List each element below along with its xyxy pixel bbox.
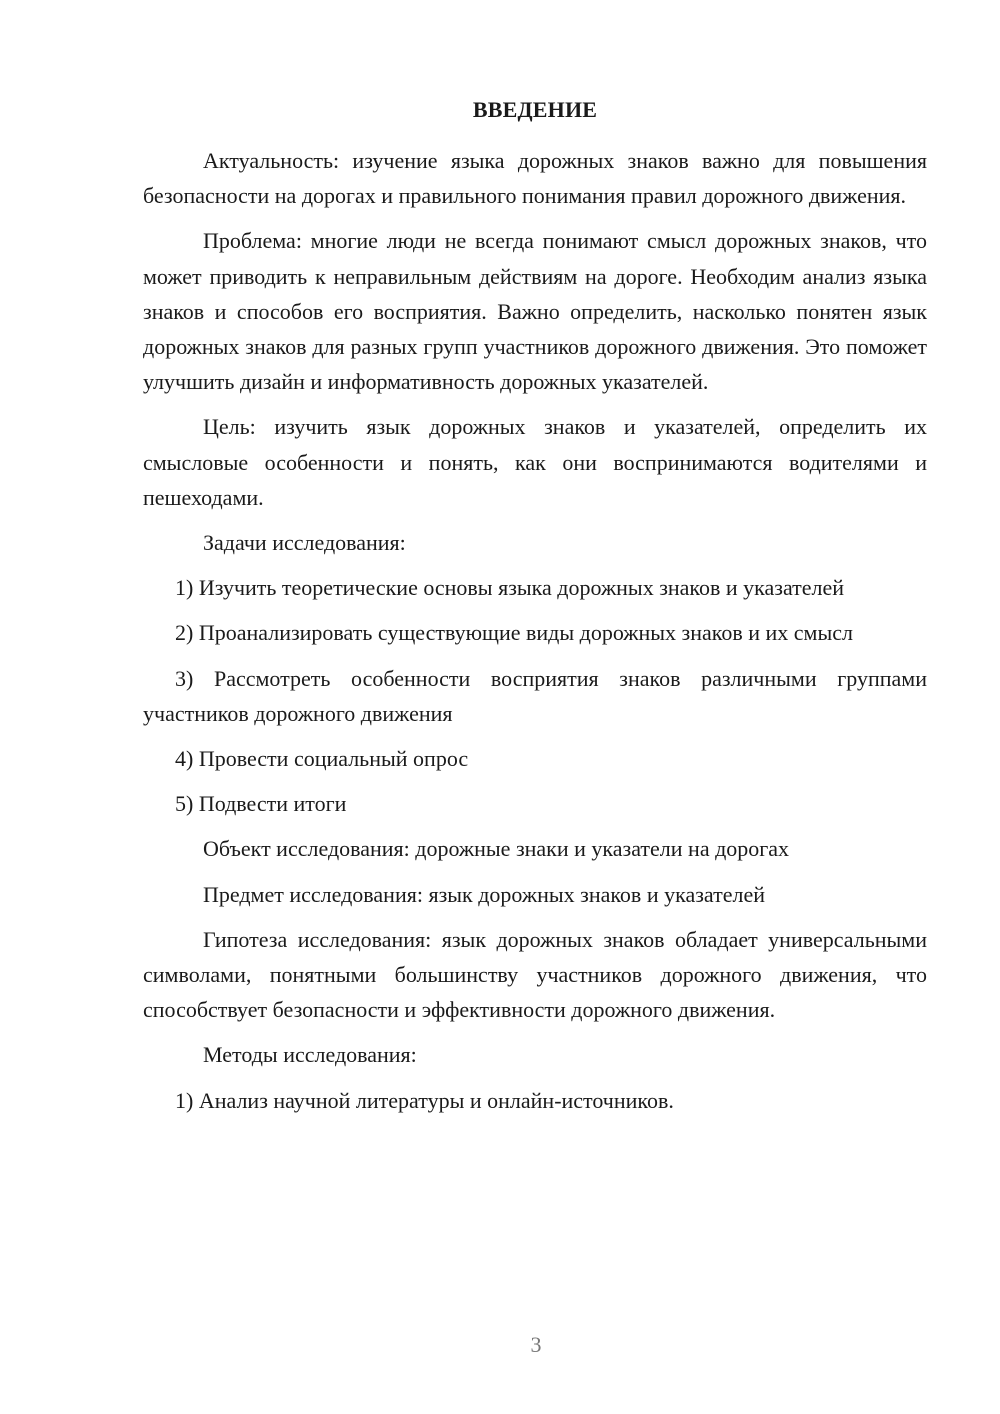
method-item-1: 1) Анализ научной литературы и онлайн-источников. [175, 1087, 674, 1113]
tasks-title: Задачи исследования: [203, 530, 406, 556]
task-item-3: 3) Рассмотреть особенности восприятия знаков различными группами участников дорожного движения [143, 665, 927, 726]
task-item-5: 5) Подвести итоги [175, 791, 347, 817]
hypothesis-paragraph: Гипотеза исследования: язык дорожных знаков обладает универсальными символами, понятными большинству участников дорожного движения, что способствует безопасности и эффективности дорожного движения. [143, 926, 927, 1023]
goal-paragraph: Цель: изучить язык дорожных знаков и указателей, определить их смысловые особенности и понять, как они воспринимаются водителями и пешеходами. [143, 414, 927, 510]
object-paragraph: Объект исследования: дорожные знаки и указатели на дорогах [203, 836, 790, 862]
problem-paragraph: Проблема: многие люди не всегда понимают смысл дорожных знаков, что может приводить к неправильным действиям на дороге. Необходим анализ языка знаков и способов его восприятия. Важно определить, насколько понятен язык дорожных знаков для разных групп участников дорожного движения. Это поможет улучшить дизайн и информативность дорожных указателей. [143, 228, 927, 395]
page-number: 3 [530, 1332, 542, 1357]
methods-title: Методы исследования: [203, 1042, 417, 1068]
task-item-2: 2) Проанализировать существующие виды дорожных знаков и их смысл [175, 620, 854, 646]
subject-paragraph: Предмет исследования: язык дорожных знаков и указателей [203, 881, 765, 907]
task-item-4: 4) Провести социальный опрос [175, 746, 469, 772]
page-title: ВВЕДЕНИЕ [472, 97, 598, 122]
document-page [143, 92, 927, 1128]
relevance-paragraph: Актуальность: изучение языка дорожных знаков важно для повышения безопасности на дорогах и правильного понимания правил дорожного движения. [143, 148, 927, 209]
task-item-1: 1) Изучить теоретические основы языка дорожных знаков и указателей [175, 575, 845, 601]
